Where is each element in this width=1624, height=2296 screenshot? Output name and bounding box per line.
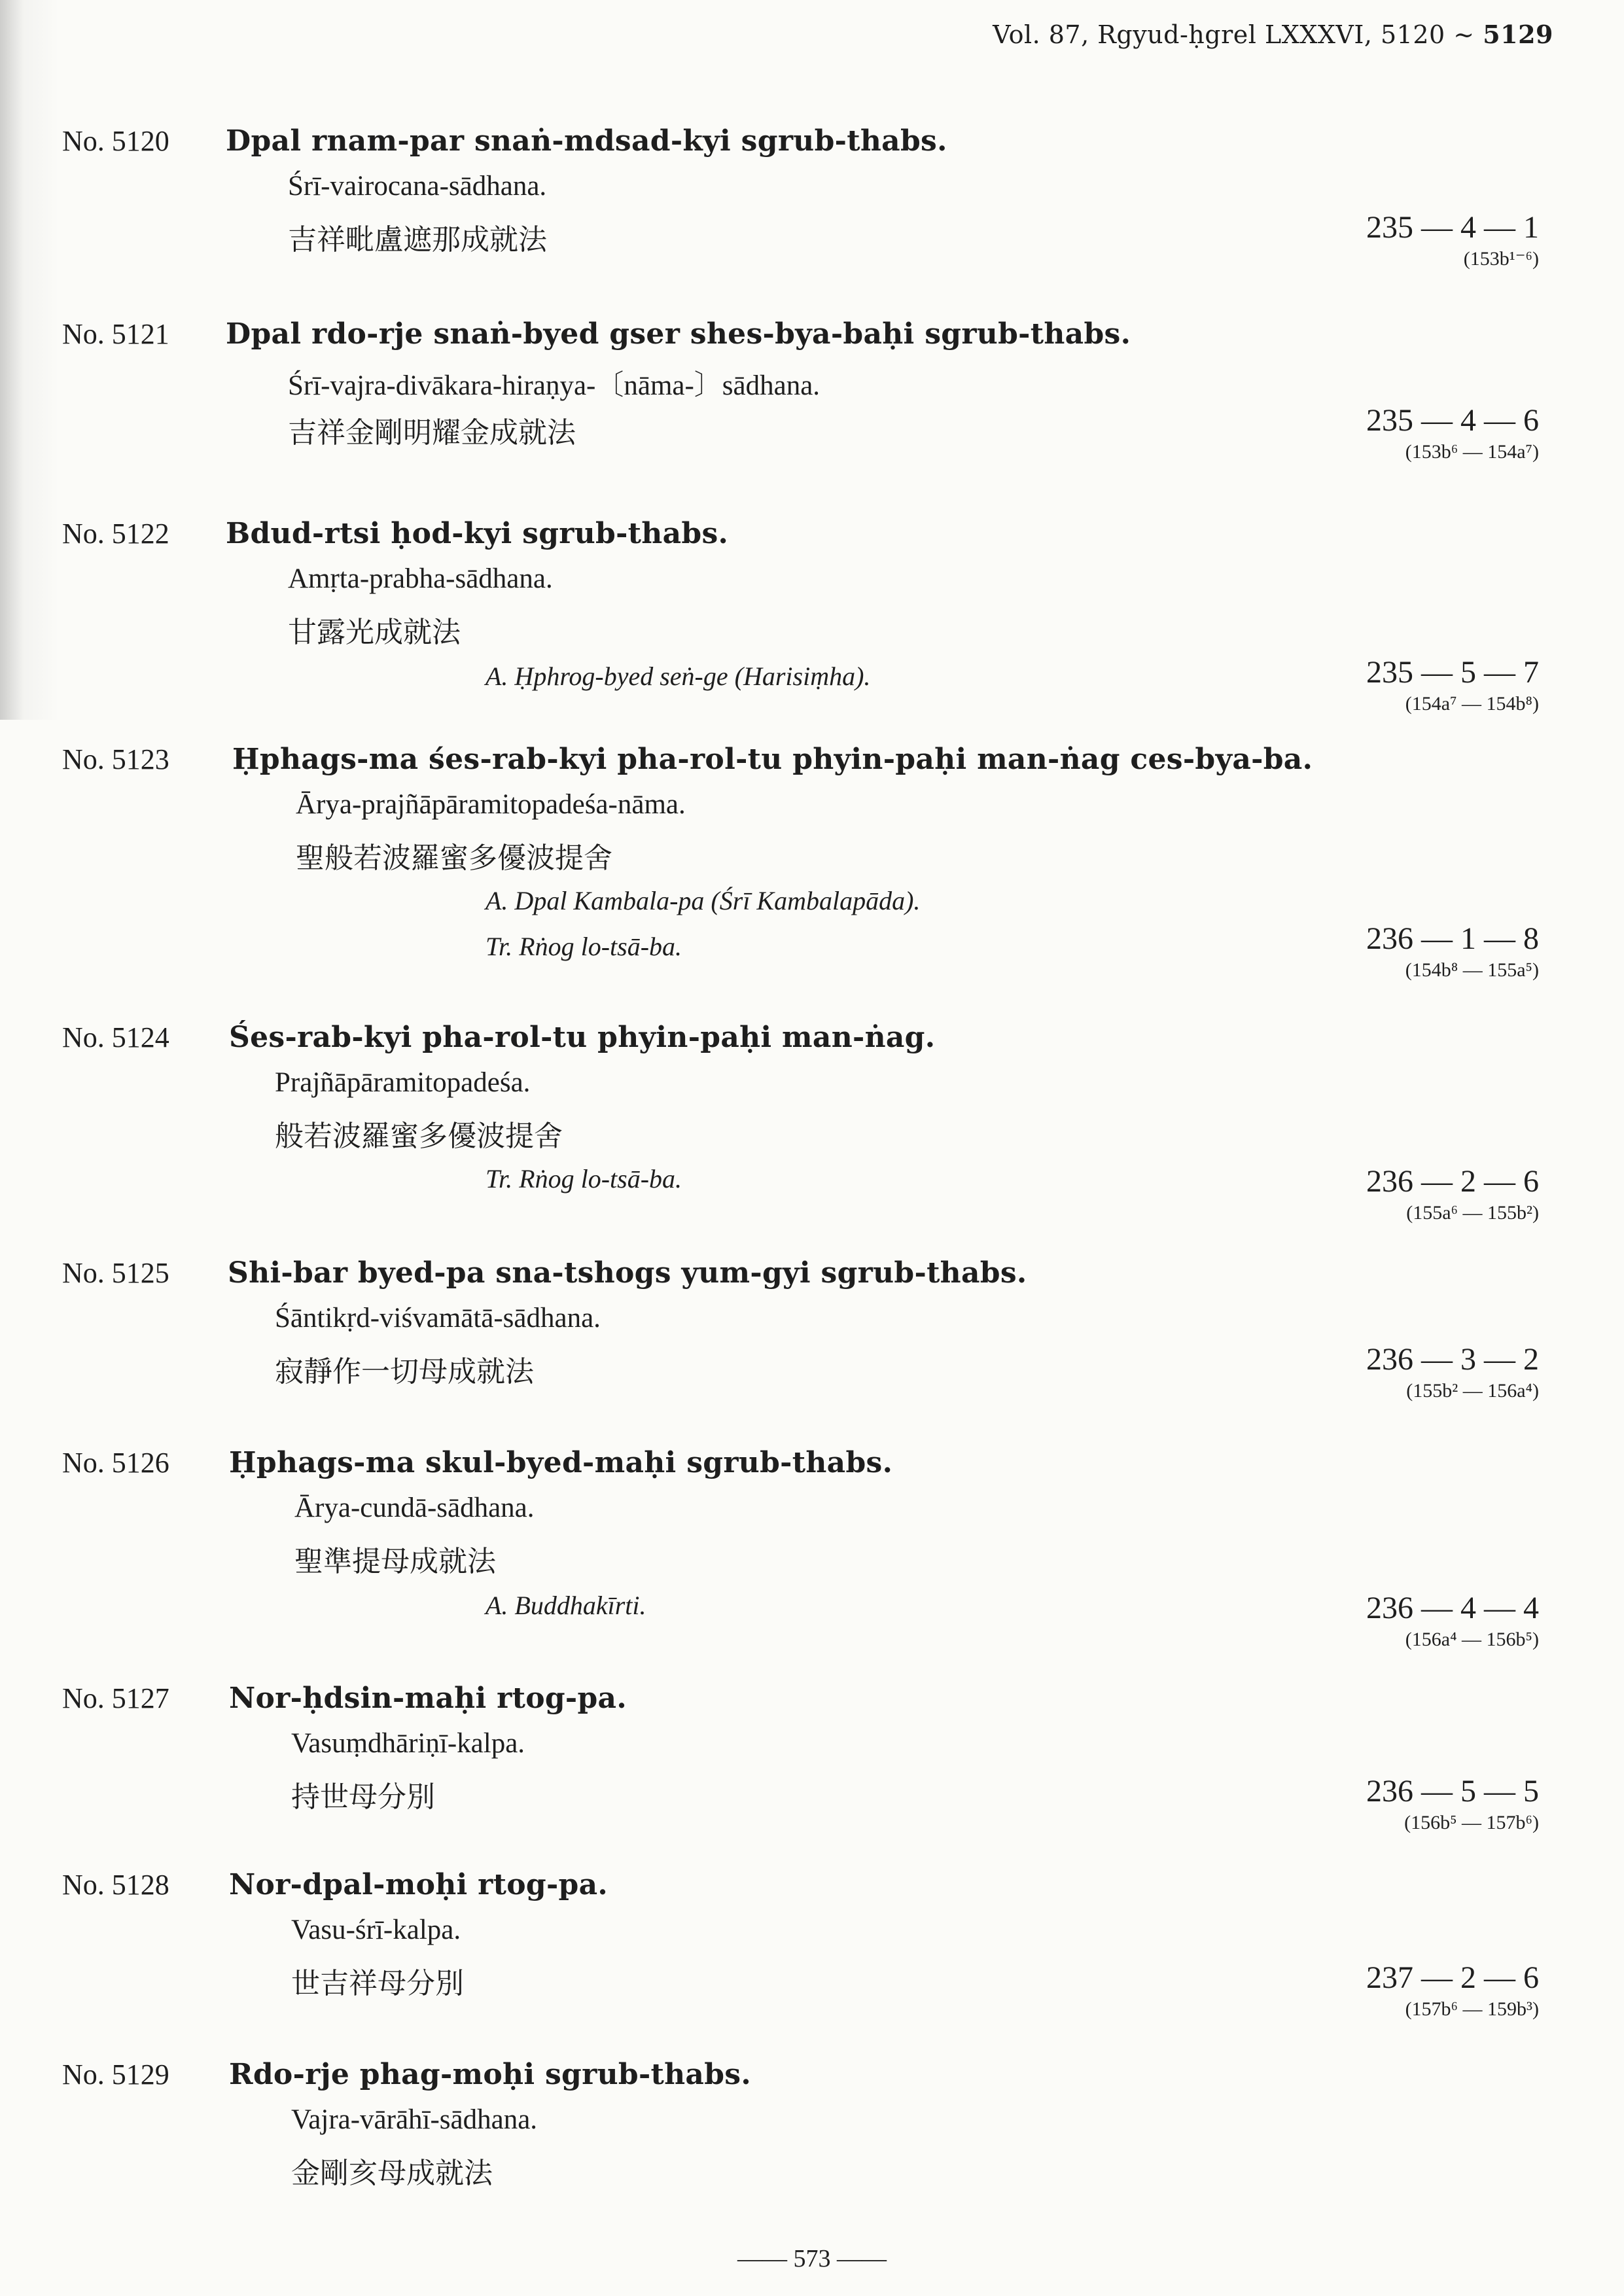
entry-folio: (153b⁶ — 154a⁷) <box>1405 441 1539 463</box>
entry-tibetan-title: Dpal rnam-par snaṅ-mdsad-kyi sgrub-thabs. <box>226 124 947 158</box>
entry-folio: (153b¹⁻⁶) <box>1463 248 1539 270</box>
entry-location: 235 — 5 — 7 <box>1366 655 1539 690</box>
entry-chinese-title: 持世母分別 <box>291 1780 435 1814</box>
entry-chinese-title: 世吉祥母分別 <box>291 1967 464 2000</box>
entry-tibetan-title: Śes-rab-kyi pha-rol-tu phyin-paḥi man-ṅag. <box>229 1021 936 1054</box>
entry-sanskrit-title: Śāntikṛd-viśvamātā-sādhana. <box>275 1303 601 1333</box>
entry-chinese-title: 般若波羅蜜多優波提舍 <box>275 1120 563 1153</box>
entry-number: No. 5121 <box>62 318 169 350</box>
entry-folio: (155a⁶ — 155b²) <box>1406 1202 1539 1224</box>
entry-reference <box>1366 1773 1539 1836</box>
entry-reference <box>1366 1960 1539 2022</box>
entry-sanskrit-title: Śrī-vairocana-sādhana. <box>288 171 547 202</box>
entry-sanskrit-title: Ārya-cundā-sādhana. <box>294 1492 535 1523</box>
entry-chinese-title: 聖準提母成就法 <box>294 1545 496 1578</box>
entry-chinese-title: 金剛亥母成就法 <box>291 2157 493 2190</box>
entry-translator: Tr. Rṅog lo-tsā-ba. <box>485 932 682 961</box>
entry-folio: (157b⁶ — 159b³) <box>1405 1998 1539 2020</box>
entry-number: No. 5123 <box>62 743 169 775</box>
entry-reference <box>1366 209 1539 272</box>
entry-tibetan-title: Nor-dpal-moḥi rtog-pa. <box>229 1868 609 1901</box>
entry-reference <box>1366 402 1539 465</box>
entry-reference <box>1366 1590 1539 1653</box>
entry-tibetan-title: Shi-bar byed-pa sna-tshogs yum-gyi sgrub-thabs. <box>228 1256 1027 1290</box>
entry-number: No. 5126 <box>62 1447 169 1479</box>
entry-tibetan-title: Ḥphags-ma skul-byed-maḥi sgrub-thabs. <box>229 1446 893 1479</box>
page-number: —— 573 —— <box>737 2245 887 2272</box>
entry-number: No. 5125 <box>62 1257 169 1289</box>
entry-reference <box>1366 921 1539 983</box>
entry-number: No. 5124 <box>62 1021 169 1053</box>
entry-number: No. 5122 <box>62 518 169 550</box>
entry-number: No. 5128 <box>62 1869 169 1901</box>
entry-number: No. 5120 <box>62 125 169 157</box>
entry-chinese-title: 聖般若波羅蜜多優波提舍 <box>296 841 612 875</box>
entry-sanskrit-title: Śrī-vajra-divākara-hiraṇya-〔nāma-〕sādhana. <box>288 370 821 401</box>
entry-sanskrit-title: Vasuṃdhāriṇī-kalpa. <box>291 1728 525 1759</box>
entry-folio: (155b² — 156a⁴) <box>1406 1380 1539 1402</box>
entry-reference <box>1366 1163 1539 1226</box>
running-head-tilde: ∼ <box>1453 20 1475 49</box>
entry-author: A. Ḥphrog-byed seṅ-ge (Harisiṃha). <box>485 662 871 691</box>
entry-number: No. 5127 <box>62 1682 169 1714</box>
entry-tibetan-title: Bdud-rtsi ḥod-kyi sgrub-thabs. <box>226 517 729 550</box>
entry-folio: (154b⁸ — 155a⁵) <box>1405 959 1539 981</box>
entry-location: 235 — 4 — 1 <box>1366 210 1539 245</box>
entry-tibetan-title: Ḥphags-ma śes-rab-kyi pha-rol-tu phyin-paḥi man-ṅag ces-bya-ba. <box>232 743 1313 776</box>
entry-location: 236 — 3 — 2 <box>1366 1342 1539 1377</box>
entry-tibetan-title: Rdo-rje phag-moḥi sgrub-thabs. <box>229 2058 751 2091</box>
entry-location: 236 — 4 — 4 <box>1366 1591 1539 1625</box>
entry-chinese-title: 吉祥金剛明耀金成就法 <box>288 416 576 450</box>
running-head-range-end: 5129 <box>1483 20 1553 49</box>
entry-sanskrit-title: Vajra-vārāhī-sādhana. <box>291 2104 538 2135</box>
entry-location: 235 — 4 — 6 <box>1366 403 1539 438</box>
entry-location: 236 — 5 — 5 <box>1366 1774 1539 1809</box>
entry-tibetan-title: Nor-ḥdsin-maḥi rtog-pa. <box>229 1682 627 1715</box>
entry-sanskrit-title: Amṛta-prabha-sādhana. <box>288 563 553 594</box>
entry-tibetan-title: Dpal rdo-rje snaṅ-byed gser shes-bya-baḥi sgrub-thabs. <box>226 317 1131 351</box>
entry-folio: (156b⁵ — 157b⁶) <box>1404 1812 1539 1833</box>
entry-translator: Tr. Rṅog lo-tsā-ba. <box>485 1164 682 1193</box>
entry-sanskrit-title: Prajñāpāramitopadeśa. <box>275 1067 531 1098</box>
entry-chinese-title: 吉祥毗盧遮那成就法 <box>288 223 547 256</box>
entry-location: 236 — 1 — 8 <box>1366 921 1539 956</box>
entry-sanskrit-title: Ārya-prajñāpāramitopadeśa-nāma. <box>296 789 686 820</box>
entry-sanskrit-title: Vasu-śrī-kalpa. <box>291 1915 461 1945</box>
entry-reference <box>1366 1341 1539 1404</box>
entry-chinese-title: 寂靜作一切母成就法 <box>275 1355 534 1388</box>
entry-author: A. Buddhakīrti. <box>485 1591 646 1620</box>
entry-location: 237 — 2 — 6 <box>1366 1960 1539 1995</box>
entry-author: A. Dpal Kambala-pa (Śrī Kambalapāda). <box>485 886 921 915</box>
entry-chinese-title: 甘露光成就法 <box>288 616 461 649</box>
entry-reference <box>1366 654 1539 717</box>
entry-folio: (154a⁷ — 154b⁸) <box>1405 693 1539 715</box>
entry-folio: (156a⁴ — 156b⁵) <box>1405 1629 1539 1650</box>
entry-location: 236 — 2 — 6 <box>1366 1164 1539 1199</box>
entry-number: No. 5129 <box>62 2058 169 2091</box>
running-head-prefix: Vol. 87, Rgyud-ḥgrel LXXXVI, 5120 <box>993 20 1445 49</box>
